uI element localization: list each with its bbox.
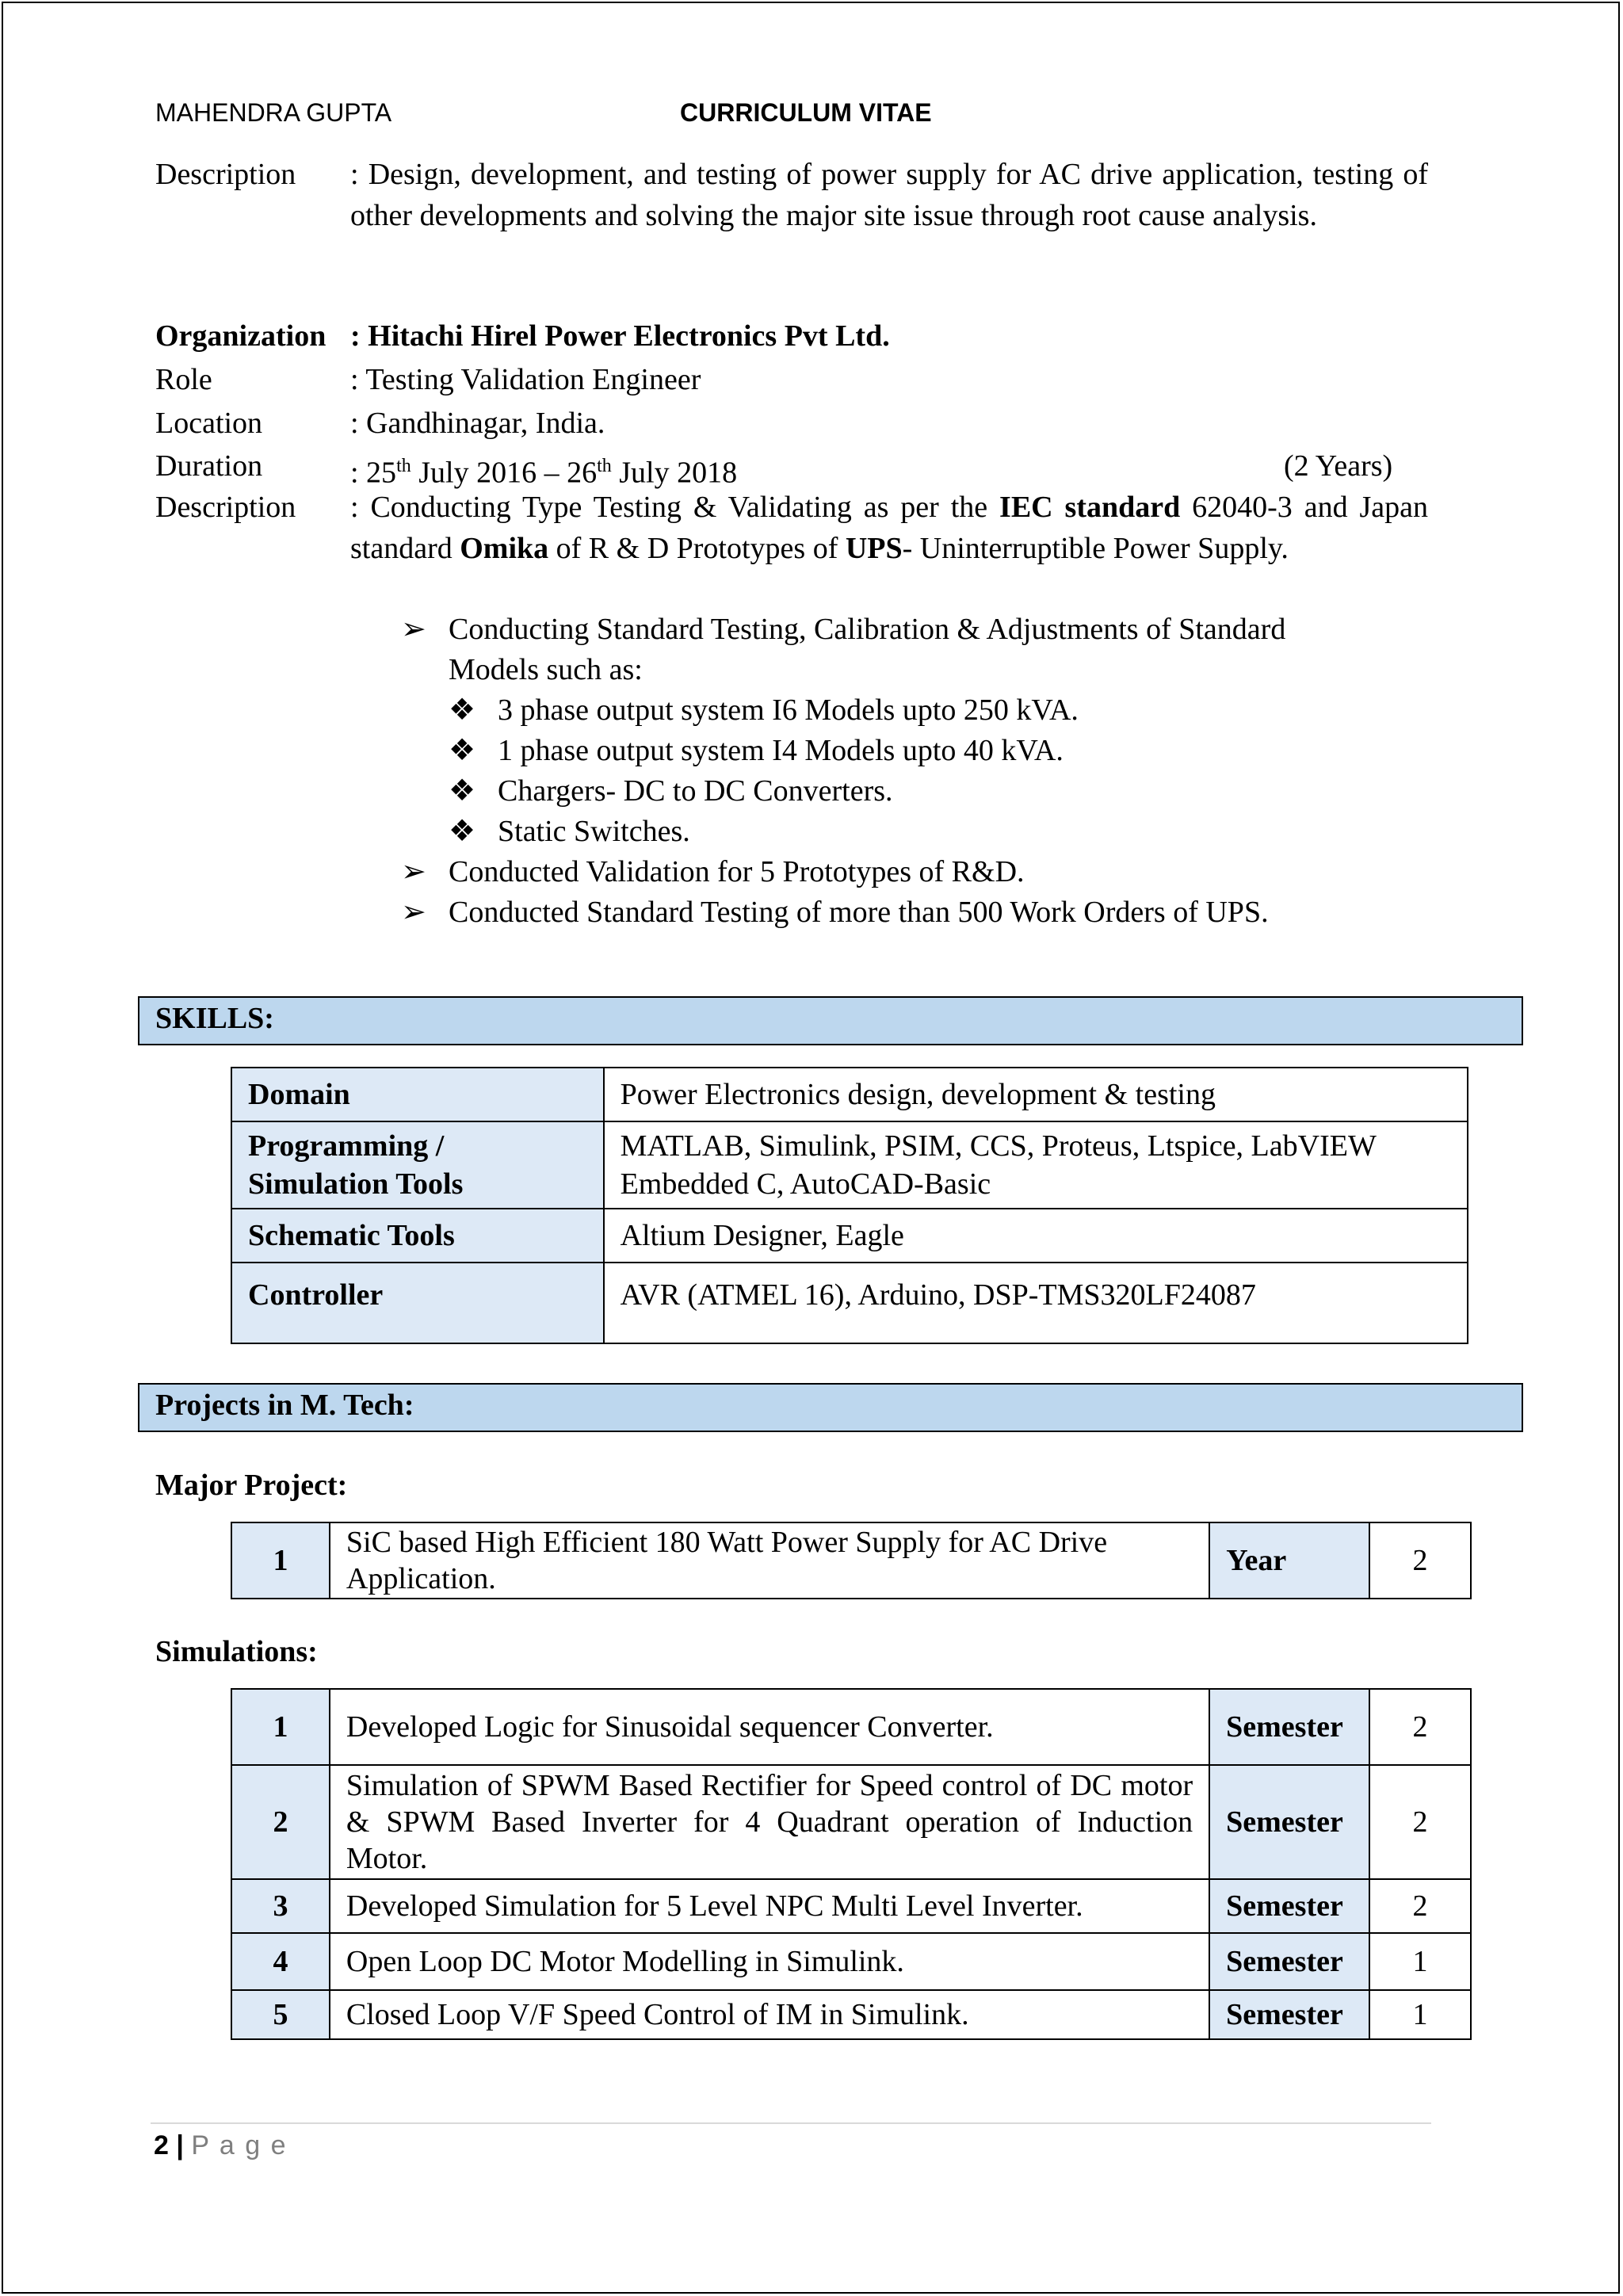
simulation-period-value: 2 (1369, 1879, 1471, 1933)
major-project-label: Major Project: (155, 1469, 348, 1502)
skill-value: MATLAB, Simulink, PSIM, CCS, Proteus, Ltspice, LabVIEW Embedded C, AutoCAD-Basic (604, 1121, 1468, 1209)
sub-bullet-3: Chargers- DC to DC Converters. (498, 774, 893, 808)
simulations-label: Simulations: (155, 1635, 318, 1668)
simulation-number: 3 (231, 1879, 330, 1933)
sub-bullet-1: 3 phase output system I6 Models upto 250 kVA. (498, 693, 1079, 727)
simulation-number: 2 (231, 1765, 330, 1879)
org-value: : Hitachi Hirel Power Electronics Pvt Ltd. (350, 319, 890, 353)
header-name: MAHENDRA GUPTA (155, 98, 392, 127)
table-row (231, 1765, 1471, 1879)
simulation-title: Developed Simulation for 5 Level NPC Multi Level Inverter. (330, 1879, 1209, 1933)
skill-label: Schematic Tools (231, 1209, 604, 1263)
arrow-bullet-icon: ➢ (401, 896, 426, 929)
prev-description-text: : Design, development, and testing of power supply for AC drive application, testing of other developments and solving the major site issue through root cause analysis. (350, 158, 1428, 232)
projects-heading-band (138, 1383, 1523, 1432)
location-label: Location (155, 407, 263, 440)
table-row (231, 1990, 1471, 2039)
simulation-period-value: 2 (1369, 1765, 1471, 1879)
table-row (231, 1522, 1471, 1599)
simulation-period-label: Semester (1209, 1879, 1369, 1933)
simulation-period-value: 1 (1369, 1933, 1471, 1990)
simulation-number: 5 (231, 1990, 330, 2039)
sub-bullet-4: Static Switches. (498, 815, 690, 848)
table-row (231, 1689, 1471, 1765)
skills-row-programming (231, 1121, 1468, 1209)
bullet-2: Conducted Validation for 5 Prototypes of R&D. (449, 855, 1025, 888)
skill-value: AVR (ATMEL 16), Arduino, DSP-TMS320LF24087 (604, 1263, 1468, 1343)
bullet-1-line-1: Conducting Standard Testing, Calibration & Adjustments of Standard (449, 613, 1286, 646)
arrow-bullet-icon: ➢ (401, 613, 426, 646)
simulation-period-label: Semester (1209, 1933, 1369, 1990)
skill-value: Altium Designer, Eagle (604, 1209, 1468, 1263)
duration-label: Duration (155, 449, 263, 483)
diamond-bullet-icon: ❖ (449, 774, 476, 808)
simulation-number: 1 (231, 1689, 330, 1765)
simulation-title: Developed Logic for Sinusoidal sequencer Converter. (330, 1689, 1209, 1765)
job-description-label: Description (155, 491, 296, 524)
arrow-bullet-icon: ➢ (401, 855, 426, 888)
projects-heading: Projects in M. Tech: (155, 1389, 414, 1422)
major-project-table (231, 1522, 1472, 1599)
location-value: : Gandhinagar, India. (350, 407, 605, 440)
simulation-number: 4 (231, 1933, 330, 1990)
simulations-table (231, 1688, 1472, 2040)
table-row (231, 1933, 1471, 1990)
duration-value: : 25th July 2016 – 26th July 2018 (350, 456, 738, 490)
project-title: SiC based High Efficient 180 Watt Power Supply for AC Drive Application. (330, 1522, 1209, 1599)
project-period-value: 2 (1369, 1522, 1471, 1599)
simulation-period-label: Semester (1209, 1689, 1369, 1765)
skill-label: Controller (231, 1263, 604, 1343)
bullet-1-line-2: Models such as: (449, 653, 643, 686)
skills-row-controller (231, 1263, 1468, 1343)
skill-label: Programming / Simulation Tools (231, 1121, 604, 1209)
skills-heading: SKILLS: (155, 1002, 274, 1035)
skills-row-domain (231, 1068, 1468, 1121)
skill-label: Domain (231, 1068, 604, 1121)
diamond-bullet-icon: ❖ (449, 815, 476, 848)
header-title: CURRICULUM VITAE (680, 98, 932, 127)
org-label: Organization (155, 319, 327, 353)
role-label: Role (155, 363, 212, 396)
footer-page-number: 2 | P a g e (154, 2130, 288, 2160)
simulation-period-label: Semester (1209, 1990, 1369, 2039)
simulation-title: Simulation of SPWM Based Rectifier for Speed control of DC motor & SPWM Based Inverter for 4 Quadrant operation of Induction Motor. (330, 1765, 1209, 1879)
table-row (231, 1879, 1471, 1933)
simulation-period-value: 1 (1369, 1990, 1471, 2039)
simulation-period-label: Semester (1209, 1765, 1369, 1879)
simulation-title: Closed Loop V/F Speed Control of IM in Simulink. (330, 1990, 1209, 2039)
simulation-title: Open Loop DC Motor Modelling in Simulink. (330, 1933, 1209, 1990)
diamond-bullet-icon: ❖ (449, 734, 476, 767)
project-number: 1 (231, 1522, 330, 1599)
project-period-label: Year (1209, 1522, 1369, 1599)
prev-description-label: Description (155, 158, 296, 191)
skills-heading-band (138, 996, 1523, 1045)
skills-row-schematic (231, 1209, 1468, 1263)
simulation-period-value: 2 (1369, 1689, 1471, 1765)
footer-divider (151, 2122, 1431, 2124)
role-value: : Testing Validation Engineer (350, 363, 701, 396)
skill-value: Power Electronics design, development & testing (604, 1068, 1468, 1121)
duration-years: (2 Years) (1284, 449, 1393, 483)
skills-table (231, 1067, 1468, 1344)
diamond-bullet-icon: ❖ (449, 693, 476, 727)
sub-bullet-2: 1 phase output system I4 Models upto 40 kVA. (498, 734, 1064, 767)
job-description-text: : Conducting Type Testing & Validating as per the IEC standard 62040-3 and Japan standard Omika of R & D Prototypes of UPS- Uninterruptible Power Supply. (350, 491, 1428, 565)
bullet-3: Conducted Standard Testing of more than 500 Work Orders of UPS. (449, 896, 1269, 929)
